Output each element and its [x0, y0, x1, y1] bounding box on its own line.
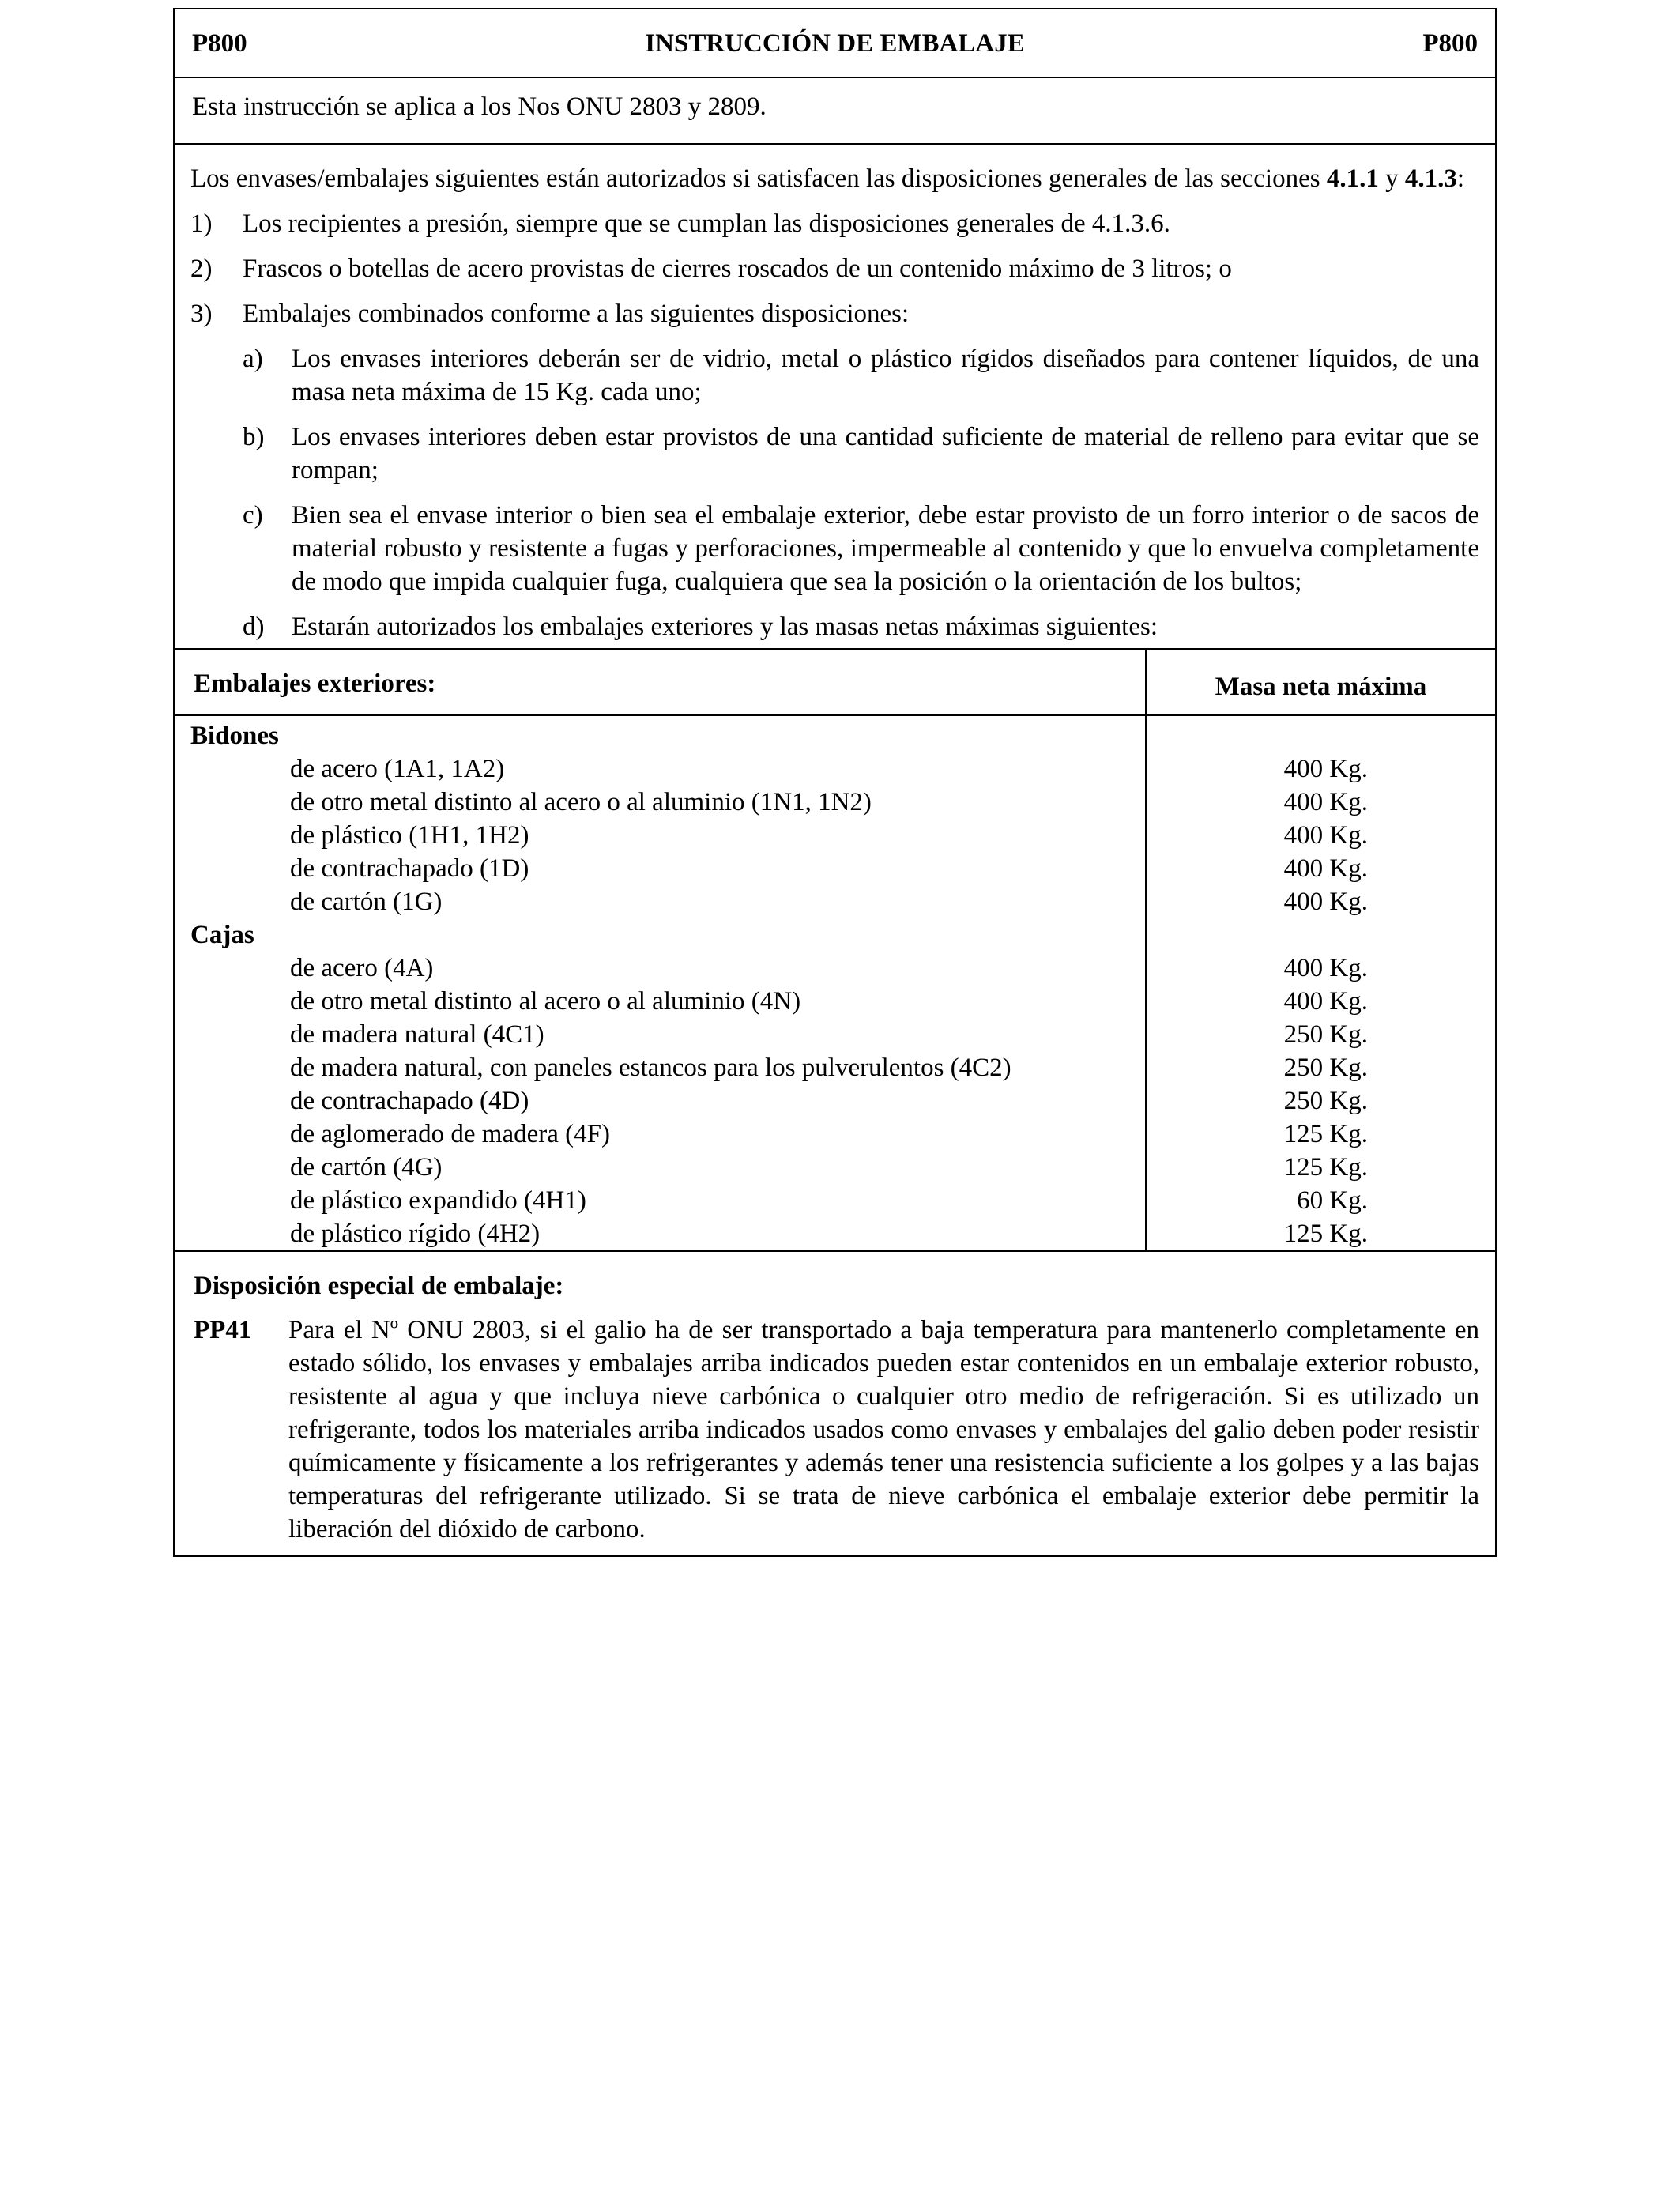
section-ref-411: 4.1.1	[1326, 164, 1379, 193]
sub-list-item	[243, 420, 1479, 487]
column-header-packagings: Embalajes exteriores:	[175, 650, 1147, 714]
table-header	[175, 650, 1495, 716]
table-row-label: de madera natural, con paneles estancos para los pulverulentos (4C2)	[290, 1054, 1011, 1082]
section-ref-413: 4.1.3	[1404, 164, 1457, 193]
scope-text: Esta instrucción se aplica a los Nos ONU 2803 y 2809.	[192, 92, 767, 121]
scope-row	[175, 78, 1495, 145]
special-provision-text: Para el Nº ONU 2803, si el galio ha de ser transportado a baja temperatura para mantenerlo completamente en estado sólido, los envases y embalajes arriba indicados pueden estar contenidos en un embalaje exterior robusto, resistente al agua y que incluya nieve carbónica o cualquier otro medio de refrigeración. Si es utilizado un refrigerante, todos los materiales arriba indicados usados como envases y embalajes del galio deben poder resistir químicamente y físicamente a los refrigerantes y además tener una resistencia suficiente a los golpes y a las bajas temperaturas del refrigerante utilizado. Si se trata de nieve carbónica el embalaje exterior debe permitir la liberación del dióxido de carbono.	[288, 1316, 1479, 1544]
sub-list-text: Los envases interiores deben estar provistos de una cantidad suficiente de material de relleno para evitar que se rompan;	[292, 423, 1479, 484]
table-row-label: de contrachapado (1D)	[290, 854, 529, 883]
list-item	[190, 252, 1479, 285]
table-row-mass: 400 Kg.	[1283, 888, 1368, 916]
page-title: INSTRUCCIÓN DE EMBALAJE	[645, 28, 1025, 58]
table-row-label: de acero (1A1, 1A2)	[290, 755, 505, 783]
sub-list-letter: c)	[243, 501, 263, 530]
spacer	[1147, 918, 1495, 952]
list-item	[190, 207, 1479, 240]
sub-list-item	[243, 610, 1479, 643]
table-row-mass: 400 Kg.	[1283, 854, 1368, 883]
sub-list-letter: a)	[243, 345, 263, 373]
table-row-label: de madera natural (4C1)	[290, 1020, 544, 1049]
list-text: Los recipientes a presión, siempre que se cumplan las disposiciones generales de 4.1.3.6.	[243, 209, 1170, 238]
table-row-label: de acero (4A)	[290, 954, 434, 982]
packaging-column	[175, 716, 1147, 1250]
table-row-mass: 400 Kg.	[1283, 788, 1368, 816]
sub-list-item	[243, 499, 1479, 598]
code-right: P800	[1422, 28, 1478, 58]
special-provision-code: PP41	[194, 1316, 252, 1344]
table-row-label: de plástico expandido (4H1)	[290, 1186, 586, 1215]
table-row-label: de cartón (4G)	[290, 1153, 443, 1182]
table-row-mass: 250 Kg.	[1283, 1087, 1368, 1115]
sub-list-text: Los envases interiores deberán ser de vidrio, metal o plástico rígidos diseñados para contener líquidos, de una masa neta máxima de 15 Kg. cada uno;	[292, 345, 1479, 406]
table-row-label: de plástico rígido (4H2)	[290, 1220, 541, 1248]
table-row-label: de otro metal distinto al acero o al aluminio (4N)	[290, 987, 801, 1016]
table-row-mass: 400 Kg.	[1283, 987, 1368, 1016]
table-row-label: de otro metal distinto al acero o al aluminio (1N1, 1N2)	[290, 788, 872, 816]
table-row-mass: 125 Kg.	[1283, 1120, 1368, 1148]
table-row-mass: 60 Kg.	[1297, 1186, 1368, 1215]
header-row	[175, 9, 1495, 78]
spacer	[1147, 719, 1495, 752]
table-row-mass: 125 Kg.	[1283, 1220, 1368, 1248]
column-header-mass: Masa neta máxima	[1215, 673, 1427, 701]
code-left: P800	[192, 28, 247, 58]
special-provision-item	[194, 1314, 1479, 1546]
special-provision-title: Disposición especial de embalaje:	[194, 1272, 564, 1300]
table-row-label: de aglomerado de madera (4F)	[290, 1120, 610, 1148]
table-row-label: de cartón (1G)	[290, 888, 443, 916]
table-body	[175, 716, 1495, 1252]
table-row-mass: 400 Kg.	[1283, 755, 1368, 783]
table-row-label: de plástico (1H1, 1H2)	[290, 821, 529, 850]
group-title-bidones: Bidones	[190, 722, 279, 750]
group-title-cajas: Cajas	[190, 921, 254, 949]
sub-list-letter: b)	[243, 423, 265, 451]
list-number: 2)	[190, 254, 213, 283]
table-row-mass: 250 Kg.	[1283, 1054, 1368, 1082]
list-number: 1)	[190, 209, 213, 238]
list-number: 3)	[190, 300, 213, 328]
authorized-intro: Los envases/embalajes siguientes están autorizados si satisfacen las disposiciones generales de las secciones 4.1.1 y 4.1.3:	[190, 164, 1464, 193]
list-text: Frascos o botellas de acero provistas de cierres roscados de un contenido máximo de 3 litros; o	[243, 254, 1232, 283]
table-row-mass: 400 Kg.	[1283, 954, 1368, 982]
special-provision-section	[175, 1252, 1495, 1555]
table-row-label: de contrachapado (4D)	[290, 1087, 529, 1115]
list-text: Embalajes combinados conforme a las siguientes disposiciones:	[243, 300, 910, 328]
sub-list-letter: d)	[243, 613, 265, 641]
authorized-packagings-section	[175, 145, 1495, 650]
mass-column	[1147, 716, 1495, 1250]
table-row-mass: 250 Kg.	[1283, 1020, 1368, 1049]
sub-list-text: Estarán autorizados los embalajes exteriores y las masas netas máximas siguientes:	[292, 613, 1158, 641]
sub-list-text: Bien sea el envase interior o bien sea el embalaje exterior, debe estar provisto de un forro interior o de sacos de material robusto y resistente a fugas y perforaciones, impermeable al contenido y que lo envuelva completamente de modo que impida cualquier fuga, cualquiera que sea la posición o la orientación de los bultos;	[292, 501, 1479, 596]
list-item	[190, 297, 1479, 330]
packing-instruction-box	[173, 8, 1497, 1557]
table-row-mass: 400 Kg.	[1283, 821, 1368, 850]
sub-list-item	[243, 342, 1479, 409]
table-row-mass: 125 Kg.	[1283, 1153, 1368, 1182]
